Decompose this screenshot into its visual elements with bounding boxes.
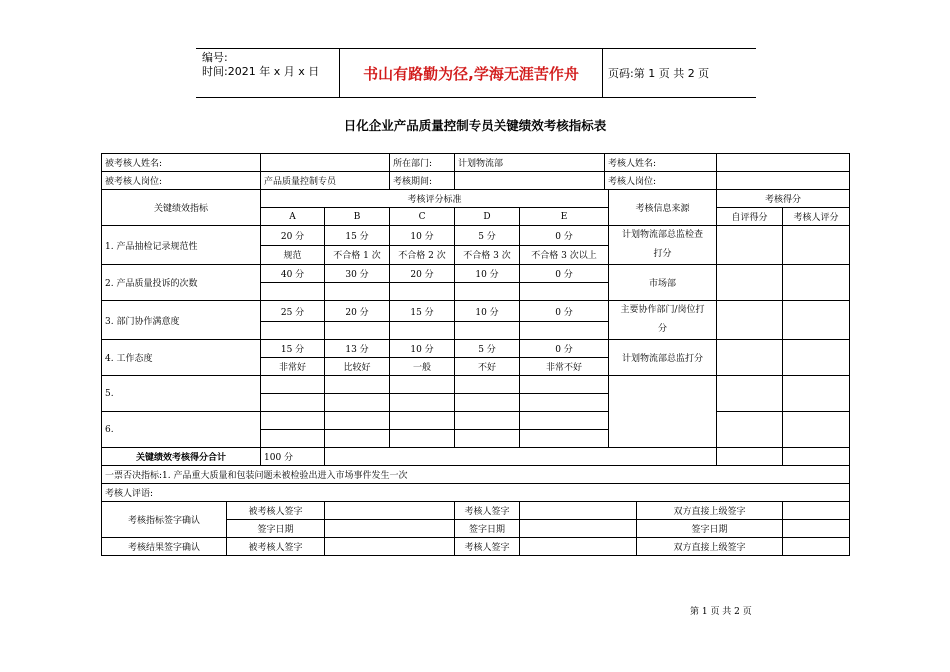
sign-date-label: 签字日期 bbox=[637, 520, 783, 538]
result-confirm-label: 考核结果签字确认 bbox=[102, 538, 227, 556]
empty-cell bbox=[455, 394, 520, 412]
desc-cell: 一般 bbox=[390, 358, 455, 376]
score-cell: 0 分 bbox=[520, 265, 609, 283]
source-text: 主要协作部门/岗位打 bbox=[620, 305, 705, 315]
assessor-sign-label: 考核人签字 bbox=[455, 538, 520, 556]
header-meta bbox=[196, 49, 340, 97]
grade-c-header: C bbox=[390, 208, 455, 226]
superior-sign-field[interactable] bbox=[783, 502, 850, 520]
page-footer: 第 1 页 共 2 页 bbox=[690, 607, 752, 617]
kpi-name: 5. bbox=[102, 376, 261, 412]
score-cell: 15 分 bbox=[325, 226, 390, 246]
desc-cell: 非常好 bbox=[261, 358, 325, 376]
score-cell: 10 分 bbox=[455, 301, 520, 322]
source-text: 打分 bbox=[653, 249, 672, 259]
score-cell: 25 分 bbox=[261, 301, 325, 322]
score-cell: 0 分 bbox=[520, 226, 609, 246]
empty-cell bbox=[455, 412, 520, 430]
kpi-name: 2. 产品质量投诉的次数 bbox=[102, 265, 261, 301]
kpi-row bbox=[102, 301, 850, 322]
kpi-row bbox=[102, 340, 850, 358]
standard-column-header: 考核评分标准 bbox=[261, 190, 609, 208]
sign-date-label: 签字日期 bbox=[227, 520, 325, 538]
document-header bbox=[196, 48, 756, 98]
kpi-row bbox=[102, 265, 850, 283]
table-head-row-1 bbox=[102, 190, 850, 208]
source-cell bbox=[609, 376, 717, 448]
total-label: 关键绩效考核得分合计 bbox=[102, 448, 261, 466]
score-cell: 0 分 bbox=[520, 301, 609, 322]
desc-cell bbox=[325, 283, 390, 301]
desc-cell bbox=[390, 322, 455, 340]
veto-text: 一票否决指标:1. 产品重大质量和包装问题未被检验出进入市场事件发生一次 bbox=[102, 466, 850, 484]
score-column-header: 考核得分 bbox=[717, 190, 850, 208]
kpi-row bbox=[102, 226, 850, 246]
assessor-sign-field[interactable] bbox=[520, 502, 637, 520]
assessor-score-field[interactable] bbox=[783, 376, 850, 412]
total-self-score-field[interactable] bbox=[717, 448, 783, 466]
empty-cell bbox=[325, 430, 390, 448]
empty-cell bbox=[390, 412, 455, 430]
kpi-name: 3. 部门协作满意度 bbox=[102, 301, 261, 340]
score-cell: 13 分 bbox=[325, 340, 390, 358]
veto-row bbox=[102, 466, 850, 484]
kpi-row bbox=[102, 412, 850, 430]
desc-cell: 非常不好 bbox=[520, 358, 609, 376]
source-text: 计划物流部总监检查 bbox=[622, 230, 704, 240]
source-cell: 市场部 bbox=[609, 265, 717, 301]
assessee-sign-label: 被考核人签字 bbox=[227, 538, 325, 556]
period-label: 考核期间: bbox=[390, 172, 455, 190]
kpi-column-header: 关键绩效指标 bbox=[102, 190, 261, 226]
empty-cell bbox=[390, 430, 455, 448]
empty-cell bbox=[390, 376, 455, 394]
empty-cell bbox=[520, 376, 609, 394]
desc-cell: 不好 bbox=[455, 358, 520, 376]
empty-cell bbox=[455, 430, 520, 448]
self-score-field[interactable] bbox=[717, 226, 783, 265]
self-score-field[interactable] bbox=[717, 340, 783, 376]
assessor-post-field[interactable] bbox=[717, 172, 850, 190]
total-row bbox=[102, 448, 850, 466]
self-score-field[interactable] bbox=[717, 301, 783, 340]
desc-cell bbox=[455, 322, 520, 340]
grade-a-header: A bbox=[261, 208, 325, 226]
assessor-score-field[interactable] bbox=[783, 301, 850, 340]
desc-cell: 不合格 2 次 bbox=[390, 245, 455, 265]
score-cell: 5 分 bbox=[455, 340, 520, 358]
score-cell: 10 分 bbox=[390, 340, 455, 358]
source-cell bbox=[609, 301, 717, 340]
total-assessor-score-field[interactable] bbox=[783, 448, 850, 466]
kpi-name: 6. bbox=[102, 412, 261, 448]
superior-sign-label: 双方直接上级签字 bbox=[637, 538, 783, 556]
score-cell: 30 分 bbox=[325, 265, 390, 283]
score-cell: 20 分 bbox=[390, 265, 455, 283]
score-cell: 0 分 bbox=[520, 340, 609, 358]
desc-cell bbox=[261, 322, 325, 340]
source-cell bbox=[609, 226, 717, 265]
empty-cell bbox=[261, 376, 325, 394]
desc-cell bbox=[261, 283, 325, 301]
grade-e-header: E bbox=[520, 208, 609, 226]
empty-cell bbox=[325, 376, 390, 394]
superior-sign-label: 双方直接上级签字 bbox=[637, 502, 783, 520]
score-cell: 40 分 bbox=[261, 265, 325, 283]
total-blank bbox=[325, 448, 717, 466]
assessor-post-label: 考核人岗位: bbox=[605, 172, 717, 190]
assessee-post-value: 产品质量控制专员 bbox=[261, 172, 390, 190]
desc-cell: 规范 bbox=[261, 245, 325, 265]
result-sign-row bbox=[102, 538, 850, 556]
assessee-sign-field[interactable] bbox=[325, 502, 455, 520]
assessor-score-field[interactable] bbox=[783, 412, 850, 448]
desc-cell bbox=[520, 283, 609, 301]
source-column-header: 考核信息来源 bbox=[609, 190, 717, 226]
info-row-1 bbox=[102, 154, 850, 172]
assessor-name-field[interactable] bbox=[717, 154, 850, 172]
assessor-score-field[interactable] bbox=[783, 226, 850, 265]
self-score-field[interactable] bbox=[717, 376, 783, 412]
self-score-field[interactable] bbox=[717, 265, 783, 301]
assessor-score-field[interactable] bbox=[783, 265, 850, 301]
desc-cell: 不合格 1 次 bbox=[325, 245, 390, 265]
kpi-confirm-label: 考核指标签字确认 bbox=[102, 502, 227, 538]
comment-row bbox=[102, 484, 850, 502]
desc-cell: 不合格 3 次以上 bbox=[520, 245, 609, 265]
header-page-code: 页码:第 1 页 共 2 页 bbox=[608, 67, 710, 80]
empty-cell bbox=[520, 394, 609, 412]
sign-date-field[interactable] bbox=[520, 520, 637, 538]
score-cell: 20 分 bbox=[261, 226, 325, 246]
grade-d-header: D bbox=[455, 208, 520, 226]
assessee-post-label: 被考核人岗位: bbox=[102, 172, 261, 190]
superior-sign-field[interactable] bbox=[783, 538, 850, 556]
page-title: 日化企业产品质量控制专员关键绩效考核指标表 bbox=[343, 118, 607, 133]
department-label: 所在部门: bbox=[390, 154, 455, 172]
desc-cell: 比较好 bbox=[325, 358, 390, 376]
grade-b-header: B bbox=[325, 208, 390, 226]
source-cell: 计划物流部总监打分 bbox=[609, 340, 717, 376]
assessee-name-label: 被考核人姓名: bbox=[102, 154, 261, 172]
period-field[interactable] bbox=[455, 172, 605, 190]
empty-cell bbox=[390, 394, 455, 412]
sign-date-field[interactable] bbox=[325, 520, 455, 538]
header-motto: 书山有路勤为径,学海无涯苦作舟 bbox=[340, 49, 603, 97]
score-cell: 15 分 bbox=[390, 301, 455, 322]
sign-date-field[interactable] bbox=[783, 520, 850, 538]
empty-cell bbox=[455, 376, 520, 394]
document-time: 时间:2021 年 x 月 x 日 bbox=[202, 65, 320, 78]
empty-cell bbox=[261, 430, 325, 448]
assessee-sign-field[interactable] bbox=[325, 538, 455, 556]
sign-row bbox=[102, 502, 850, 520]
kpi-assessment-table bbox=[101, 153, 850, 556]
desc-cell bbox=[325, 322, 390, 340]
score-cell: 10 分 bbox=[455, 265, 520, 283]
department-value: 计划物流部 bbox=[455, 154, 605, 172]
assessor-name-label: 考核人姓名: bbox=[605, 154, 717, 172]
desc-cell bbox=[390, 283, 455, 301]
sign-date-label: 签字日期 bbox=[455, 520, 520, 538]
score-cell: 5 分 bbox=[455, 226, 520, 246]
assessor-score-field[interactable] bbox=[783, 340, 850, 376]
self-score-field[interactable] bbox=[717, 412, 783, 448]
desc-cell bbox=[520, 322, 609, 340]
empty-cell bbox=[261, 412, 325, 430]
empty-cell bbox=[325, 412, 390, 430]
info-row-2 bbox=[102, 172, 850, 190]
empty-cell bbox=[520, 412, 609, 430]
empty-cell bbox=[325, 394, 390, 412]
assessor-score-header: 考核人评分 bbox=[783, 208, 850, 226]
kpi-name: 4. 工作态度 bbox=[102, 340, 261, 376]
kpi-row bbox=[102, 376, 850, 394]
empty-cell bbox=[520, 430, 609, 448]
empty-cell bbox=[261, 394, 325, 412]
assessee-sign-label: 被考核人签字 bbox=[227, 502, 325, 520]
source-text: 分 bbox=[658, 324, 668, 334]
comment-label: 考核人评语: bbox=[102, 484, 850, 502]
assessee-name-field[interactable] bbox=[261, 154, 390, 172]
document-number-label: 编号: bbox=[202, 51, 228, 64]
score-cell: 10 分 bbox=[390, 226, 455, 246]
assessor-sign-field[interactable] bbox=[520, 538, 637, 556]
kpi-name: 1. 产品抽检记录规范性 bbox=[102, 226, 261, 265]
total-value: 100 分 bbox=[261, 448, 325, 466]
desc-cell bbox=[455, 283, 520, 301]
desc-cell: 不合格 3 次 bbox=[455, 245, 520, 265]
score-cell: 15 分 bbox=[261, 340, 325, 358]
score-cell: 20 分 bbox=[325, 301, 390, 322]
assessor-sign-label: 考核人签字 bbox=[455, 502, 520, 520]
self-score-header: 自评得分 bbox=[717, 208, 783, 226]
